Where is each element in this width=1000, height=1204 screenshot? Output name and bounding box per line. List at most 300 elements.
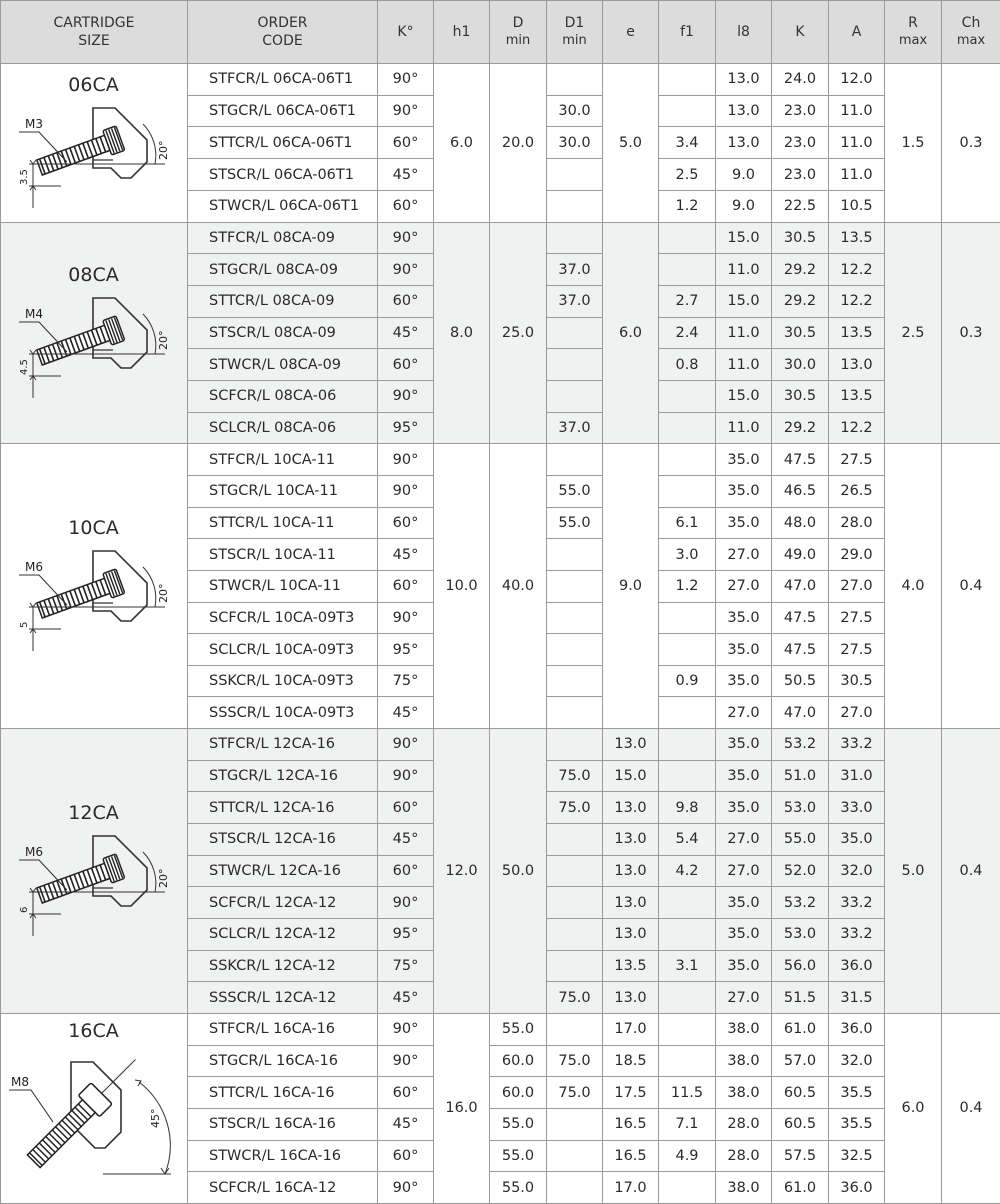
header-h1 [434,1,490,64]
l8-cell: 35.0 [716,634,772,666]
header-a [829,1,885,64]
ch-max-cell: 0.4 [942,444,1000,729]
k-angle-cell: 75° [378,665,434,697]
order-code-cell: STTCR/L 08CA-09 [188,285,378,317]
cartridge-diagram [9,1046,179,1196]
l8-cell: 13.0 [716,64,772,96]
d1-min-cell [547,444,603,476]
l8-cell: 35.0 [716,950,772,982]
k-cell: 30.5 [772,222,829,254]
l8-cell: 15.0 [716,222,772,254]
e-cell: 13.0 [603,824,659,856]
d-min-cell: 55.0 [490,1108,547,1140]
a-cell: 35.5 [829,1108,885,1140]
header-d-bottom: min [490,32,546,50]
a-cell: 11.0 [829,159,885,191]
a-cell: 31.5 [829,982,885,1014]
e-cell: 13.0 [603,982,659,1014]
l8-cell: 27.0 [716,855,772,887]
header-ch-bottom: max [942,32,1000,50]
header-r [885,1,942,64]
order-code-cell: STTCR/L 16CA-16 [188,1077,378,1109]
k-cell: 23.0 [772,127,829,159]
header-a-top: A [829,23,884,41]
angle-label: 20° [157,140,170,160]
k-angle-cell: 95° [378,918,434,950]
f1-cell: 3.4 [659,127,716,159]
d1-min-cell: 30.0 [547,95,603,127]
offset-dimension-label: 4.5 [19,359,30,375]
l8-cell: 35.0 [716,918,772,950]
l8-cell: 35.0 [716,887,772,919]
screw-icon [35,854,125,908]
a-cell: 13.0 [829,349,885,381]
k-angle-cell: 60° [378,190,434,222]
order-code-cell: SSSCR/L 12CA-12 [188,982,378,1014]
d1-min-cell [547,1013,603,1045]
f1-cell [659,381,716,413]
f1-cell: 4.9 [659,1140,716,1172]
r-max-cell: 5.0 [885,729,942,1014]
d1-min-cell [547,697,603,729]
f1-cell: 2.5 [659,159,716,191]
f1-cell [659,697,716,729]
order-code-cell: STFCR/L 16CA-16 [188,1013,378,1045]
offset-dimension-label: 6 [19,907,30,913]
k-cell: 52.0 [772,855,829,887]
d1-min-cell [547,665,603,697]
k-angle-cell: 90° [378,760,434,792]
d-min-cell: 55.0 [490,1172,547,1204]
k-angle-cell: 45° [378,539,434,571]
f1-cell [659,1013,716,1045]
header-code [188,1,378,64]
order-code-cell: STGCR/L 10CA-11 [188,475,378,507]
h1-cell: 12.0 [434,729,490,1014]
a-cell: 27.5 [829,444,885,476]
ch-max-cell: 0.3 [942,222,1000,444]
order-code-cell: STFCR/L 12CA-16 [188,729,378,761]
e-cell: 15.0 [603,760,659,792]
cartridge-illustration [1,223,186,444]
a-cell: 10.5 [829,190,885,222]
order-code-cell: STWCR/L 16CA-16 [188,1140,378,1172]
d1-min-cell [547,539,603,571]
f1-cell [659,602,716,634]
f1-cell [659,64,716,96]
angle-arc [143,852,156,892]
k-angle-cell: 60° [378,507,434,539]
l8-cell: 9.0 [716,190,772,222]
k-cell: 23.0 [772,95,829,127]
header-k-top: K° [378,23,433,41]
f1-cell [659,729,716,761]
order-code-cell: STSCR/L 08CA-09 [188,317,378,349]
d-min-cell: 25.0 [490,222,547,444]
d1-min-cell: 37.0 [547,412,603,444]
header-ch-top: Ch [942,14,1000,32]
cartridge-size-cell [1,222,188,444]
d1-min-cell [547,602,603,634]
f1-cell: 5.4 [659,824,716,856]
d1-min-cell [547,222,603,254]
header-d-top: D [490,14,546,32]
cartridge-diagram [15,100,185,212]
d1-min-cell [547,159,603,191]
k-angle-cell: 60° [378,855,434,887]
header-f1-top: f1 [659,23,715,41]
ch-max-cell: 0.4 [942,1013,1000,1203]
order-code-cell: STFCR/L 10CA-11 [188,444,378,476]
f1-cell [659,918,716,950]
a-cell: 32.5 [829,1140,885,1172]
cartridge-size-cell [1,1013,188,1203]
d1-min-cell: 75.0 [547,1045,603,1077]
r-max-cell: 2.5 [885,222,942,444]
l8-cell: 13.0 [716,95,772,127]
k-angle-cell: 45° [378,824,434,856]
cartridge-illustration [1,444,186,728]
e-cell: 13.0 [603,887,659,919]
k-cell: 51.0 [772,760,829,792]
header-d [490,1,547,64]
k-angle-cell: 45° [378,159,434,191]
a-cell: 33.0 [829,792,885,824]
e-cell: 13.0 [603,792,659,824]
l8-cell: 11.0 [716,317,772,349]
l8-cell: 27.0 [716,697,772,729]
f1-cell [659,222,716,254]
d1-min-cell [547,1172,603,1204]
ch-max-cell: 0.4 [942,729,1000,1014]
f1-cell: 2.7 [659,285,716,317]
angle-label: 20° [157,330,170,350]
a-cell: 12.0 [829,64,885,96]
k-cell: 53.0 [772,918,829,950]
a-cell: 30.5 [829,665,885,697]
d-min-cell: 55.0 [490,1013,547,1045]
e-cell: 16.5 [603,1140,659,1172]
l8-cell: 38.0 [716,1013,772,1045]
order-code-cell: STSCR/L 12CA-16 [188,824,378,856]
a-cell: 27.0 [829,697,885,729]
k-angle-cell: 60° [378,792,434,824]
k-cell: 55.0 [772,824,829,856]
cartridge-diagram [15,543,185,655]
a-cell: 32.0 [829,1045,885,1077]
l8-cell: 35.0 [716,475,772,507]
order-code-cell: SSKCR/L 10CA-09T3 [188,665,378,697]
table-row [1,444,1000,476]
l8-cell: 13.0 [716,127,772,159]
a-cell: 29.0 [829,539,885,571]
f1-cell [659,412,716,444]
order-code-cell: STTCR/L 10CA-11 [188,507,378,539]
k-cell: 48.0 [772,507,829,539]
k-cell: 53.2 [772,729,829,761]
k-angle-cell: 45° [378,317,434,349]
header-e [603,1,659,64]
order-code-cell: SCFCR/L 08CA-06 [188,381,378,413]
thread-label: M3 [25,117,43,131]
a-cell: 35.0 [829,824,885,856]
d1-min-cell [547,855,603,887]
k-cell: 60.5 [772,1077,829,1109]
l8-cell: 27.0 [716,824,772,856]
k-angle-cell: 60° [378,1140,434,1172]
header-size-bottom: SIZE [1,32,187,50]
l8-cell: 11.0 [716,349,772,381]
cartridge-illustration [1,1014,186,1203]
k-angle-cell: 75° [378,950,434,982]
a-cell: 33.2 [829,729,885,761]
angle-arc [143,567,156,607]
cartridge-size-label: 16CA [1,1020,186,1042]
f1-cell [659,887,716,919]
header-r-bottom: max [885,32,941,50]
screw-icon [35,316,125,370]
k-cell: 46.5 [772,475,829,507]
f1-cell: 0.8 [659,349,716,381]
thread-label: M6 [25,845,43,859]
k-cell: 61.0 [772,1172,829,1204]
cartridge-diagram [15,290,185,402]
d-min-cell: 40.0 [490,444,547,729]
h1-cell: 8.0 [434,222,490,444]
cartridge-size-cell [1,64,188,223]
l8-cell: 35.0 [716,444,772,476]
k-angle-cell: 90° [378,64,434,96]
cartridge-diagram [15,828,185,940]
h1-cell: 10.0 [434,444,490,729]
k-cell: 53.2 [772,887,829,919]
e-cell: 13.0 [603,855,659,887]
l8-cell: 27.0 [716,982,772,1014]
k-angle-cell: 90° [378,254,434,286]
screw-icon [23,1049,146,1172]
angle-label: 20° [157,868,170,888]
cartridge-size-label: 08CA [1,264,186,286]
k-cell: 23.0 [772,159,829,191]
k-angle-cell: 90° [378,95,434,127]
l8-cell: 28.0 [716,1140,772,1172]
f1-cell [659,1172,716,1204]
f1-cell [659,475,716,507]
k-angle-cell: 90° [378,1172,434,1204]
cartridge-size-label: 06CA [1,74,186,96]
angle-label: 20° [157,584,170,604]
l8-cell: 11.0 [716,412,772,444]
header-kk-top: K [772,23,828,41]
l8-cell: 35.0 [716,602,772,634]
header-row [1,1,1000,64]
d1-min-cell: 55.0 [547,475,603,507]
angle-label: 45° [149,1109,162,1129]
k-cell: 50.5 [772,665,829,697]
order-code-cell: STFCR/L 08CA-09 [188,222,378,254]
a-cell: 36.0 [829,1172,885,1204]
f1-cell: 9.8 [659,792,716,824]
k-angle-cell: 90° [378,222,434,254]
d1-min-cell [547,570,603,602]
k-cell: 29.2 [772,412,829,444]
a-cell: 26.5 [829,475,885,507]
a-cell: 33.2 [829,918,885,950]
e-cell: 16.5 [603,1108,659,1140]
a-cell: 27.0 [829,570,885,602]
f1-cell [659,982,716,1014]
f1-cell: 7.1 [659,1108,716,1140]
k-cell: 53.0 [772,792,829,824]
table-row [1,64,1000,96]
a-cell: 27.5 [829,602,885,634]
e-cell: 6.0 [603,222,659,444]
d1-min-cell [547,634,603,666]
l8-cell: 35.0 [716,507,772,539]
d1-min-cell [547,918,603,950]
l8-cell: 35.0 [716,665,772,697]
h1-cell: 6.0 [434,64,490,223]
order-code-cell: STSCR/L 10CA-11 [188,539,378,571]
k-cell: 60.5 [772,1108,829,1140]
order-code-cell: STGCR/L 16CA-16 [188,1045,378,1077]
f1-cell: 4.2 [659,855,716,887]
d1-min-cell [547,824,603,856]
k-angle-cell: 90° [378,381,434,413]
header-d1-bottom: min [547,32,602,50]
h1-cell: 16.0 [434,1013,490,1203]
a-cell: 36.0 [829,950,885,982]
d1-min-cell [547,190,603,222]
f1-cell: 11.5 [659,1077,716,1109]
thread-label: M8 [11,1075,29,1089]
a-cell: 31.0 [829,760,885,792]
l8-cell: 27.0 [716,539,772,571]
d-min-cell: 60.0 [490,1045,547,1077]
cartridge-size-label: 10CA [1,517,186,539]
d1-min-cell: 37.0 [547,285,603,317]
d1-min-cell [547,950,603,982]
l8-cell: 11.0 [716,254,772,286]
order-code-cell: STWCR/L 08CA-09 [188,349,378,381]
d1-min-cell: 75.0 [547,982,603,1014]
order-code-cell: SCLCR/L 08CA-06 [188,412,378,444]
a-cell: 12.2 [829,285,885,317]
f1-cell: 6.1 [659,507,716,539]
a-cell: 27.5 [829,634,885,666]
a-cell: 11.0 [829,95,885,127]
d-min-cell: 55.0 [490,1140,547,1172]
d1-min-cell [547,317,603,349]
e-cell: 17.0 [603,1013,659,1045]
d-min-cell: 60.0 [490,1077,547,1109]
order-code-cell: STWCR/L 06CA-06T1 [188,190,378,222]
order-code-cell: STSCR/L 06CA-06T1 [188,159,378,191]
e-cell: 13.0 [603,729,659,761]
order-code-cell: STWCR/L 10CA-11 [188,570,378,602]
header-code-bottom: CODE [188,32,377,50]
offset-dimension-label: 5 [19,622,30,628]
cartridge-illustration [1,729,186,1013]
header-d1 [547,1,603,64]
cartridge-size-label: 12CA [1,802,186,824]
k-cell: 24.0 [772,64,829,96]
d1-min-cell [547,1140,603,1172]
header-size [1,1,188,64]
order-code-cell: STGCR/L 08CA-09 [188,254,378,286]
l8-cell: 27.0 [716,570,772,602]
e-cell: 17.5 [603,1077,659,1109]
k-cell: 30.5 [772,381,829,413]
order-code-cell: STFCR/L 06CA-06T1 [188,64,378,96]
k-angle-cell: 60° [378,570,434,602]
k-angle-cell: 60° [378,1077,434,1109]
l8-cell: 38.0 [716,1172,772,1204]
k-cell: 30.5 [772,317,829,349]
order-code-cell: SSSCR/L 10CA-09T3 [188,697,378,729]
k-cell: 49.0 [772,539,829,571]
order-code-cell: SCFCR/L 16CA-12 [188,1172,378,1204]
d1-min-cell: 37.0 [547,254,603,286]
f1-cell: 0.9 [659,665,716,697]
e-cell: 9.0 [603,444,659,729]
d1-min-cell: 75.0 [547,760,603,792]
d1-min-cell: 75.0 [547,1077,603,1109]
header-l8-top: l8 [716,23,771,41]
r-max-cell: 4.0 [885,444,942,729]
l8-cell: 28.0 [716,1108,772,1140]
l8-cell: 35.0 [716,792,772,824]
l8-cell: 15.0 [716,381,772,413]
a-cell: 13.5 [829,222,885,254]
cartridge-size-cell [1,444,188,729]
k-angle-cell: 95° [378,634,434,666]
thread-label: M4 [25,307,43,321]
order-code-cell: STSCR/L 16CA-16 [188,1108,378,1140]
r-max-cell: 1.5 [885,64,942,223]
header-ch [942,1,1000,64]
header-l8 [716,1,772,64]
l8-cell: 35.0 [716,760,772,792]
d1-min-cell [547,64,603,96]
f1-cell [659,1045,716,1077]
table-row [1,1013,1000,1045]
f1-cell: 2.4 [659,317,716,349]
a-cell: 11.0 [829,127,885,159]
d1-min-cell: 55.0 [547,507,603,539]
l8-cell: 38.0 [716,1077,772,1109]
f1-cell [659,444,716,476]
l8-cell: 35.0 [716,729,772,761]
a-cell: 12.2 [829,254,885,286]
thread-label: M6 [25,560,43,574]
angle-arc [143,314,156,354]
screw-icon [35,569,125,623]
k-cell: 51.5 [772,982,829,1014]
header-kk [772,1,829,64]
d1-min-cell [547,349,603,381]
f1-cell [659,634,716,666]
e-cell: 18.5 [603,1045,659,1077]
table-row [1,729,1000,761]
r-max-cell: 6.0 [885,1013,942,1203]
header-e-top: e [603,23,658,41]
header-h1-top: h1 [434,23,489,41]
order-code-cell: SSKCR/L 12CA-12 [188,950,378,982]
f1-cell: 3.0 [659,539,716,571]
k-cell: 56.0 [772,950,829,982]
header-r-top: R [885,14,941,32]
